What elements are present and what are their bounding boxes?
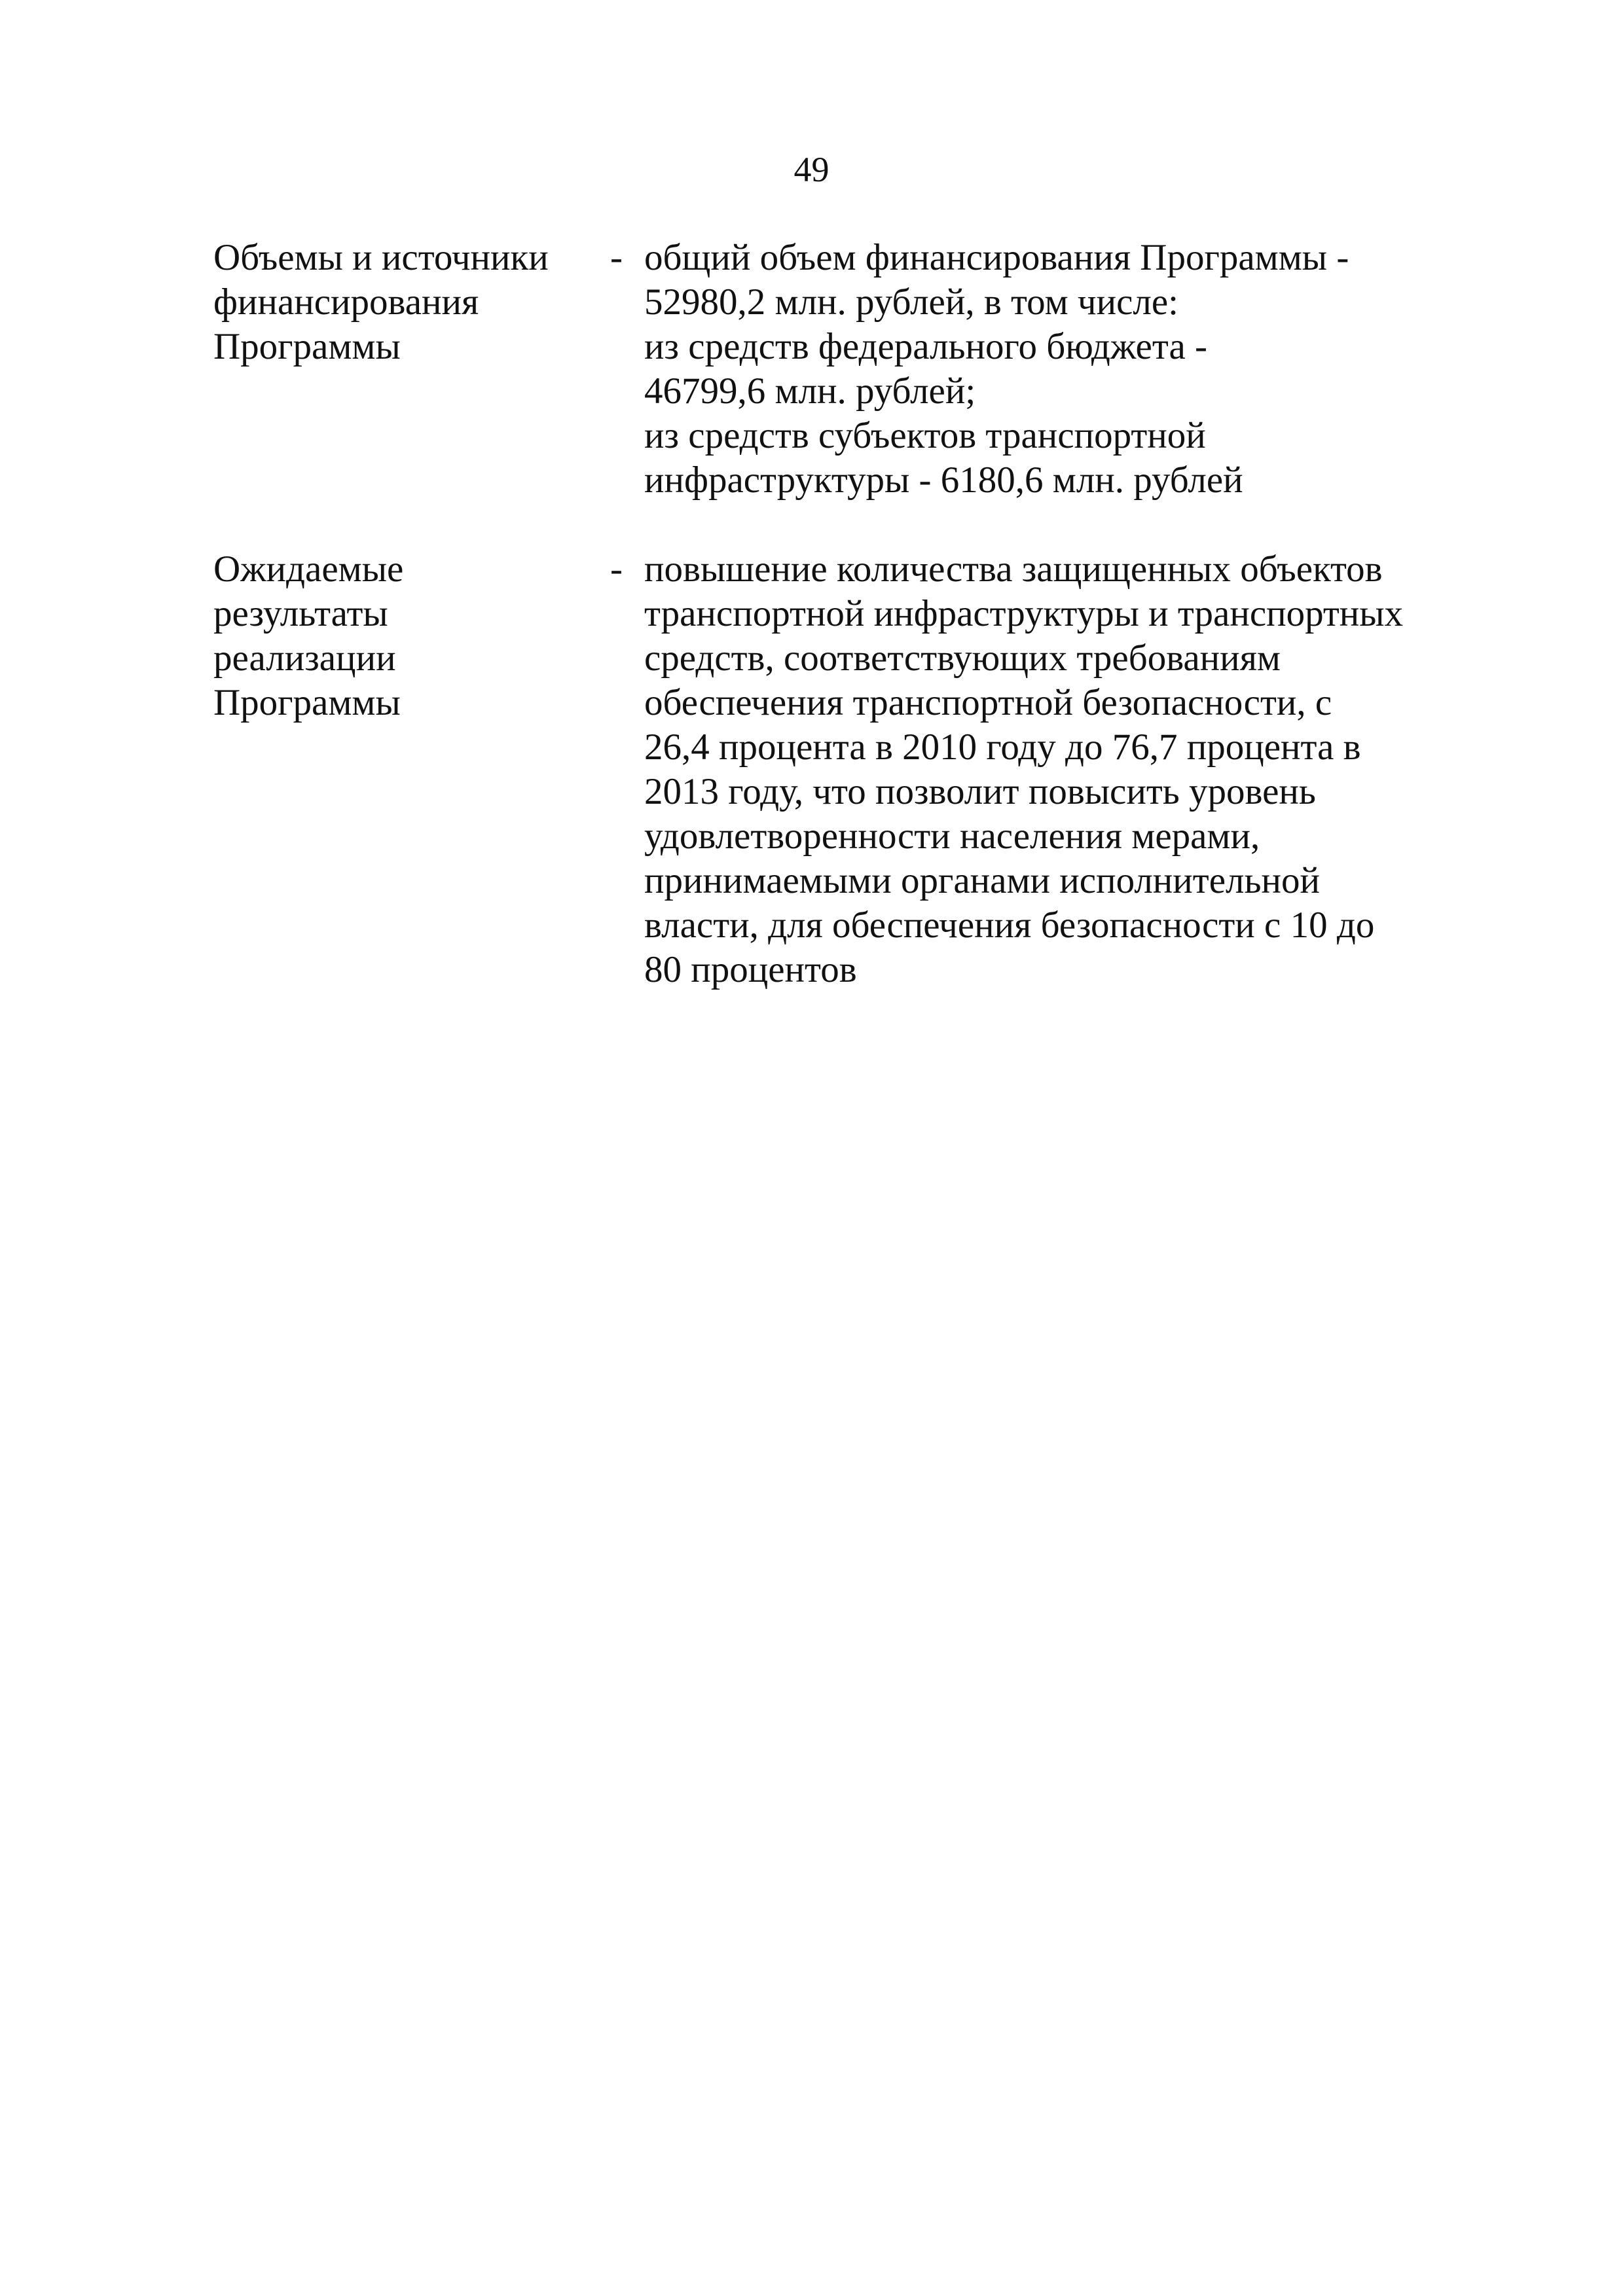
section-dash: - [610, 548, 623, 590]
section-content-funding [644, 236, 1444, 503]
section-funding [213, 236, 1444, 503]
content-line: 2013 году, что позволит повысить уровень [644, 771, 1316, 812]
content-line: средств, соответствующих требованиям [644, 637, 1281, 679]
label-line: Ожидаемые [213, 548, 404, 590]
page-number: 49 [793, 150, 830, 189]
section-label-expected-results [213, 547, 604, 725]
content-line: власти, для обеспечения безопасности с 10 до [644, 905, 1375, 946]
content-line: из средств федерального бюджета - [644, 326, 1207, 367]
label-line: Программы [213, 326, 401, 367]
section-label-funding [213, 236, 604, 369]
section-expected-results [213, 547, 1444, 992]
label-line: Объемы и источники [213, 237, 549, 278]
content-line: 80 процентов [644, 949, 857, 990]
content-line: 46799,6 млн. рублей; [644, 370, 976, 412]
content-line: удовлетворенности населения мерами, [644, 816, 1260, 857]
content-line: из средств субъектов транспортной [644, 415, 1206, 456]
content-line: общий объем финансирования Программы - [644, 237, 1349, 278]
content-line: повышение количества защищенных объектов [644, 548, 1383, 590]
label-line: финансирования [213, 281, 479, 323]
label-line: результаты [213, 593, 388, 634]
section-content-expected-results [644, 547, 1444, 992]
content-line: 52980,2 млн. рублей, в том числе: [644, 281, 1178, 323]
content-line: инфраструктуры - 6180,6 млн. рублей [644, 459, 1243, 501]
content-line: принимаемыми органами исполнительной [644, 860, 1320, 901]
label-line: реализации [213, 637, 396, 679]
section-dash: - [610, 237, 623, 278]
label-line: Программы [213, 682, 401, 723]
program-passport-table [213, 236, 1444, 992]
content-line: 26,4 процента в 2010 году до 76,7 процента в [644, 726, 1361, 768]
content-line: транспортной инфраструктуры и транспортных [644, 593, 1404, 634]
content-line: обеспечения транспортной безопасности, с [644, 682, 1332, 723]
